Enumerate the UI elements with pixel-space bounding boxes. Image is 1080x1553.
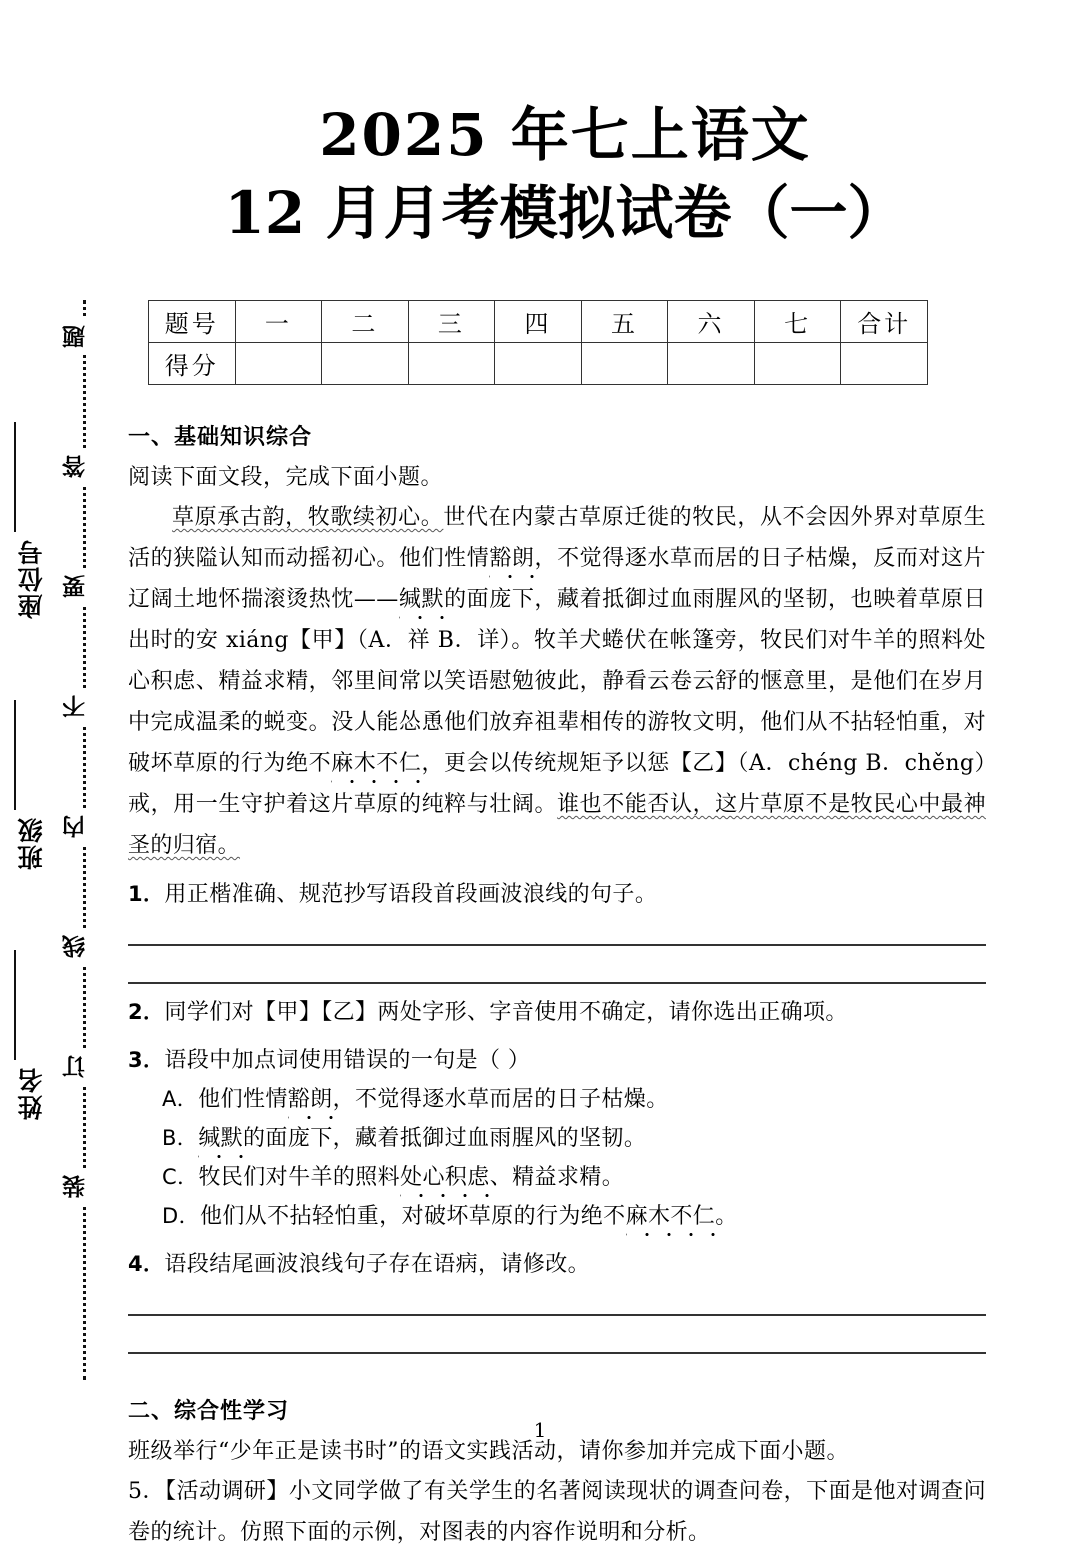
- question-4-number: 4．: [128, 1252, 165, 1276]
- option-c-emphasis: 处心积虑: [400, 1165, 490, 1190]
- score-table: [148, 300, 928, 385]
- passage-part-3: 的面庞下，藏着抵御过血雨腥风的坚韧，也映着草原日出时的安 xiáng【甲】（A．祥 B．详）。牧羊犬蜷伏在帐篷旁，牧民们对牛羊的照料: [128, 587, 986, 653]
- question-3-option-b[interactable]: [162, 1119, 986, 1158]
- question-4: [128, 1245, 986, 1284]
- seal-char-6: 订: [64, 1048, 104, 1085]
- question-1-text: 用正楷准确、规范抄写语段首段画波浪线的句子。: [164, 882, 658, 907]
- seal-char-3: 不: [64, 688, 104, 725]
- class-label: 班级: [17, 816, 46, 870]
- column-header-3: 三: [408, 301, 495, 343]
- question-2-number: 2．: [128, 1000, 165, 1024]
- seal-char-2: 要: [64, 568, 104, 605]
- name-field[interactable]: [14, 950, 50, 1120]
- section-1-heading: 一、基础知识综合: [128, 424, 313, 450]
- score-cell-1[interactable]: [235, 343, 322, 385]
- question-5: 5．【活动调研】小文同学做了有关学生的名著阅读现状的调查问卷，下面是他对调查问卷的统计。仿照下面的示例，对图表的内容作说明和分析。: [128, 1479, 986, 1545]
- class-blank[interactable]: [14, 700, 16, 810]
- question-1-number: 1．: [128, 882, 165, 906]
- question-3-number: 3．: [128, 1048, 165, 1072]
- option-a-post: ，不觉得逐水草而居的日子枯燥。: [332, 1087, 669, 1112]
- name-label: 姓名: [17, 1066, 46, 1120]
- answer-line-q1-a[interactable]: [128, 944, 986, 946]
- option-a-label: A．: [162, 1087, 199, 1111]
- table-row-question-numbers: [149, 301, 928, 343]
- seat-number-blank[interactable]: [14, 422, 16, 532]
- passage-emphasis-1: 豁朗: [489, 546, 535, 571]
- answer-line-q4-a[interactable]: [128, 1314, 986, 1316]
- exam-content: [128, 420, 986, 1553]
- option-d-pre: 他们从不拈轻怕重，对破坏草原的行为绝不: [199, 1204, 626, 1229]
- row-header-question-number: 题号: [149, 301, 236, 343]
- option-b-emphasis: 缄默: [198, 1126, 244, 1151]
- column-header-1: 一: [235, 301, 322, 343]
- table-row-scores: [149, 343, 928, 385]
- passage-part-2: ，不觉得逐水草而居的日子枯燥，反而对这片辽阔土地怀揣滚烫热忱——: [128, 546, 986, 612]
- score-cell-5[interactable]: [581, 343, 668, 385]
- option-b-post: 的面庞下，藏着抵御过血雨腥风的坚韧。: [243, 1126, 647, 1151]
- score-cell-4[interactable]: [495, 343, 582, 385]
- question-2: [128, 993, 986, 1032]
- section-spacer: [128, 1354, 986, 1394]
- section-2-heading: 二、综合性学习: [128, 1398, 290, 1424]
- column-header-total: 合计: [841, 301, 928, 343]
- reading-passage: [128, 497, 986, 866]
- title-line-1: 2025 年七上语文: [319, 101, 811, 169]
- option-b-label: B．: [162, 1126, 199, 1150]
- option-a-pre: 他们性情: [198, 1087, 288, 1112]
- seal-char-4: 内: [64, 808, 104, 845]
- question-3-text: 语段中加点词使用错误的一句是（ ）: [164, 1048, 531, 1073]
- column-header-2: 二: [322, 301, 409, 343]
- option-d-post: 。: [715, 1204, 738, 1229]
- option-c-pre: 牧民们对牛羊的照料: [198, 1165, 401, 1190]
- class-field[interactable]: [14, 700, 50, 870]
- column-header-7: 七: [754, 301, 841, 343]
- question-4-text: 语段结尾画波浪线句子存在语病，请修改。: [164, 1252, 591, 1277]
- option-d-label: D．: [162, 1204, 200, 1228]
- passage-part-5: ，更会以传统规矩予以惩【乙】（A．chéng B．chěng）戒，用一生守护着这片草原的纯粹与壮阔。: [128, 751, 986, 817]
- seat-number-field[interactable]: [14, 422, 50, 619]
- passage-emphasis-3: 处心积虑: [128, 628, 986, 694]
- question-3-option-c[interactable]: [162, 1158, 986, 1197]
- option-c-label: C．: [162, 1165, 199, 1189]
- passage-emphasis-4: 麻木不仁: [331, 751, 422, 776]
- column-header-6: 六: [668, 301, 755, 343]
- question-2-text: 同学们对【甲】【乙】两处字形、字音使用不确定，请你选出正确项。: [164, 1000, 848, 1025]
- question-3-option-d[interactable]: [162, 1197, 986, 1236]
- section-1-instruction: 阅读下面文段，完成下面小题。: [128, 465, 444, 490]
- score-cell-3[interactable]: [408, 343, 495, 385]
- name-blank[interactable]: [14, 950, 16, 1060]
- seat-number-label: 座位号: [17, 538, 46, 619]
- passage-part-4: 、精益求精，邻里间常以笑语慰勉彼此，静看云卷云舒的惬意里，是他们在岁月中完成温柔的蜕变。没人能怂恿他们放弃祖辈相传的游牧文明，他们从不拈轻怕重，对破坏草原的行为绝不: [128, 669, 986, 776]
- title-line-2: 12 月月考模拟试卷（一）: [224, 179, 906, 248]
- score-cell-6[interactable]: [668, 343, 755, 385]
- seal-char-0: 题: [64, 318, 104, 355]
- score-cell-7[interactable]: [754, 343, 841, 385]
- passage-emphasis-2: 缄默: [398, 587, 445, 612]
- seal-char-7: 装: [64, 1168, 104, 1205]
- option-a-emphasis: 豁朗: [287, 1087, 333, 1112]
- option-d-emphasis: 麻木不仁: [625, 1204, 716, 1229]
- column-header-4: 四: [495, 301, 582, 343]
- column-header-5: 五: [581, 301, 668, 343]
- page-number: 1: [533, 1418, 547, 1442]
- binding-seal-strip: [0, 300, 130, 1380]
- answer-line-q1-b[interactable]: [128, 982, 986, 984]
- question-3: [128, 1041, 986, 1080]
- passage-part-1: 世代在内蒙古草原迁徙的牧民，从不会因外界对草原生活的狭隘认知而动摇初心。他们性情: [128, 505, 986, 571]
- question-3-option-a[interactable]: [162, 1080, 986, 1119]
- seal-char-1: 答: [64, 448, 104, 485]
- row-header-score: 得分: [149, 343, 236, 385]
- score-cell-2[interactable]: [322, 343, 409, 385]
- score-cell-total[interactable]: [841, 343, 928, 385]
- passage-wavy-closing: 谁也不能否认，这片草原不是牧民心中最神圣的归宿。: [128, 792, 986, 858]
- question-1: [128, 875, 986, 914]
- section-2-instruction: 班级举行“少年正是读书时”的语文实践活动，请你参加并完成下面小题。: [128, 1439, 849, 1464]
- passage-wavy-opening: 草原承古韵，牧歌续初心。: [172, 505, 444, 530]
- page-title: [150, 96, 980, 253]
- seal-char-5: 线: [64, 928, 104, 965]
- option-c-post: 、精益求精。: [489, 1165, 625, 1190]
